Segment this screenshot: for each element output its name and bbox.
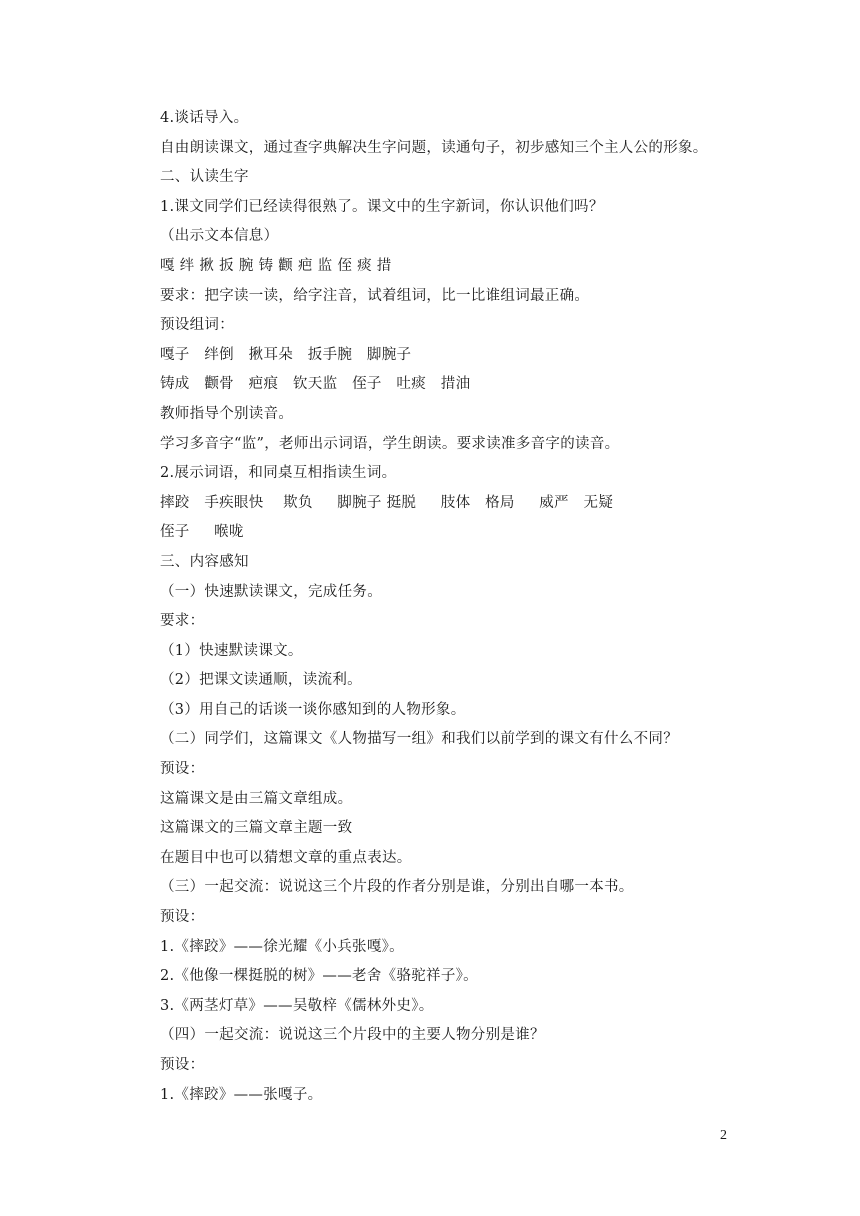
body-text xyxy=(160,104,760,1110)
text-line: 2.《他像一棵挺脱的树》——老舍《骆驼祥子》。 xyxy=(160,968,478,985)
text-line: （出示文本信息） xyxy=(160,228,279,245)
text-line: 教师指导个别读音。 xyxy=(160,405,294,422)
text-line: （四）一起交流：说说这三个片段中的主要人物分别是谁？ xyxy=(160,1027,545,1044)
text-line: 在题目中也可以猜想文章的重点表达。 xyxy=(160,849,412,866)
text-line: 3.《两茎灯草》——吴敬梓《儒林外史》。 xyxy=(160,997,434,1014)
character-list: 嘎 绊 揪 扳 腕 铸 颧 疤 监 侄 痰 措 xyxy=(160,257,392,274)
section-heading: 二、认读生字 xyxy=(160,169,249,186)
text-line: 自由朗读课文，通过查字典解决生字问题，读通句子，初步感知三个主人公的形象。 xyxy=(160,139,708,156)
text-line: 预设组词： xyxy=(160,317,234,334)
text-line: 1.《摔跤》——张嘎子。 xyxy=(160,1086,323,1103)
text-line: 1.课文同学们已经读得很熟了。课文中的生字新词，你认识他们吗？ xyxy=(160,198,604,215)
word-list: 侄子 喉咙 xyxy=(160,524,244,541)
text-line: 要求：把字读一读，给字注音，试着组词，比一比谁组词最正确。 xyxy=(160,287,590,304)
word-list: 嘎子 绊倒 揪耳朵 扳手腕 脚腕子 xyxy=(160,346,412,363)
text-line: 这篇课文的三篇文章主题一致 xyxy=(160,820,353,837)
text-line: 学习多音字“监”，老师出示词语，学生朗读。要求读准多音字的读音。 xyxy=(160,435,620,452)
text-line: 预设： xyxy=(160,1057,205,1073)
text-line: 要求： xyxy=(160,613,205,630)
text-line: （1）快速默读课文。 xyxy=(160,642,303,659)
text-line: （二）同学们，这篇课文《人物描写一组》和我们以前学到的课文有什么不同？ xyxy=(160,731,678,748)
text-line: （3）用自己的话谈一谈你感知到的人物形象。 xyxy=(160,701,466,718)
text-line: （2）把课文读通顺，读流利。 xyxy=(160,672,362,689)
text-line: （三）一起交流：说说这三个片段的作者分别是谁，分别出自哪一本书。 xyxy=(160,879,634,896)
text-line: 4.谈话导入。 xyxy=(160,110,249,126)
section-heading: 三、内容感知 xyxy=(160,553,249,570)
page-number: 2 xyxy=(720,1128,727,1143)
word-list: 摔跤 手疾眼快 欺负 脚腕子 挺脱 肢体 格局 威严 无疑 xyxy=(160,494,614,511)
text-line: 这篇课文是由三篇文章组成。 xyxy=(160,790,353,807)
text-line: （一）快速默读课文，完成任务。 xyxy=(160,583,382,600)
text-line: 预设： xyxy=(160,909,205,926)
text-line: 1.《摔跤》——徐光耀《小兵张嘎》。 xyxy=(160,938,404,955)
word-list: 铸成 颧骨 疤痕 钦天监 侄子 吐痰 措油 xyxy=(160,376,471,393)
text-line: 2.展示词语，和同桌互相指读生词。 xyxy=(160,465,397,482)
text-line: 预设： xyxy=(160,761,205,778)
